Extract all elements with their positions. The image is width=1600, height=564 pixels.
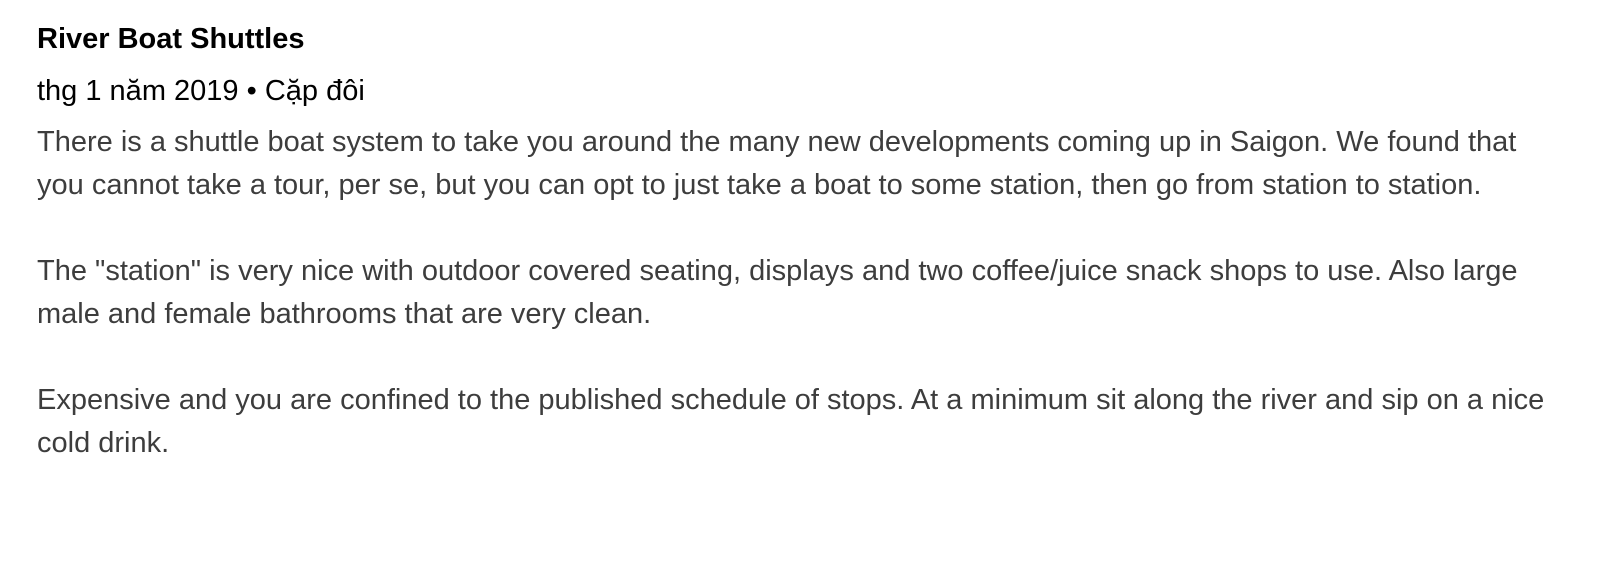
trip-type: Cặp đôi	[264, 75, 365, 107]
review-paragraph: The "station" is very nice with outdoor covered seating, displays and two coffee/juice snack shops to use. Also large male and female bathrooms that are very clean.	[37, 255, 1518, 330]
review-paragraph: Expensive and you are confined to the published schedule of stops. At a minimum sit along the river and sip on a nice cold drink.	[37, 384, 1545, 459]
review-body	[37, 121, 1563, 465]
meta-separator: •	[246, 75, 257, 107]
review-date: thg 1 năm 2019	[37, 75, 239, 107]
review-meta	[37, 71, 1563, 111]
review-title: River Boat Shuttles	[37, 23, 305, 55]
review-paragraph: There is a shuttle boat system to take you around the many new developments coming up in Saigon. We found that you cannot take a tour, per se, but you can opt to just take a boat to some station, then go from station to station.	[37, 126, 1517, 201]
